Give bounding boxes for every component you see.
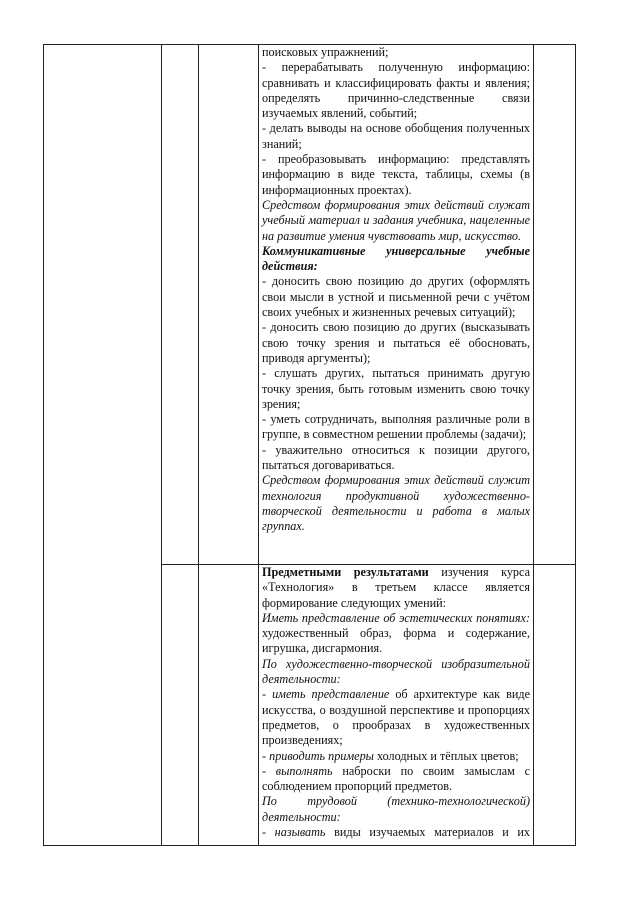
paragraph-search-exercises: поисковых упражнений; xyxy=(262,45,389,59)
paragraph-name-materials xyxy=(262,825,530,840)
paragraph-architecture xyxy=(262,687,530,748)
paragraph-listen-others: - слушать других, пытаться принимать другую точку зрения, быть готовым изменить свою точку зрения; xyxy=(262,366,530,411)
subject-results-text: изучения курса «Технология» в третьем классе является формирование следующих умений: xyxy=(262,565,530,610)
paragraph-sketches xyxy=(262,764,530,795)
heading-communicative-actions: Коммуникативные универсальные учебные действия: xyxy=(262,243,530,274)
paragraph-means-of-formation-2: Средством формирования этих действий служит технология продуктивной художественно-творческой деятельности и работа в малых группах. xyxy=(262,473,530,534)
subject-results-cell xyxy=(262,565,530,840)
heading-labor-activity: По трудовой (технико-технологической) деятельности: xyxy=(262,794,530,824)
sketches-text: наброски по своим замыслам с соблюдением пропорций предметов. xyxy=(262,763,530,794)
paragraph-convey-position-2: - доносить свою позицию до других (высказывать свою точку зрения и пытаться её обосновать, приводя аргументы); xyxy=(262,320,530,365)
paragraph-process-information: - перерабатывать полученную информацию: сравнивать и классифицировать факты и явления; определять причинно-следственные связи изучаемых явлений, событий; xyxy=(262,60,530,121)
aesthetic-concepts-text: художественный образ, форма и содержание, игрушка, дисгармония. xyxy=(262,626,530,656)
paragraph-transform-information: - преобразовывать информацию: представлять информацию в виде текста, таблицы, схемы (в информационных проектах). xyxy=(262,152,530,197)
architecture-label: - иметь представление xyxy=(262,687,390,702)
sketches-label: - выполнять xyxy=(262,763,333,778)
subject-results-label: Предметными результатами xyxy=(262,565,429,579)
paragraph-means-of-formation-1: Средством формирования этих действий служат учебный материал и задания учебника, нацеленные на развитие умения чувствовать мир, искусство. xyxy=(262,197,530,243)
metasubject-results-cell xyxy=(262,45,530,535)
paragraph-cooperate: - уметь сотрудничать, выполняя различные роли в группе, в совместном решении проблемы (задачи); xyxy=(262,412,530,442)
architecture-text: об архитектуре как виде искусства, о воздушной перспективе и пропорциях предметов, о прообразах в художественных произведениях; xyxy=(262,687,530,748)
materials-label: - называть xyxy=(262,825,326,840)
paragraph-aesthetic-concepts xyxy=(262,611,530,657)
heading-art-activity: По художественно-творческой изобразительной деятельности: xyxy=(262,656,530,687)
paragraph-subject-results-intro xyxy=(262,565,530,611)
colors-label: - приводить примеры xyxy=(262,748,374,763)
colors-text: холодных и тёплых цветов; xyxy=(373,748,519,763)
materials-text: виды изучаемых материалов и их xyxy=(325,825,530,840)
paragraph-draw-conclusions: - делать выводы на основе обобщения полученных знаний; xyxy=(262,121,530,151)
paragraph-convey-position-1: - доносить свою позицию до других (оформлять свои мысли в устной и письменной речи с учётом своих учебных и жизненных речевых ситуаций); xyxy=(262,274,530,320)
paragraph-warm-cold-colors xyxy=(262,749,530,764)
paragraph-respect-others: - уважительно относиться к позиции другого, пытаться договариваться. xyxy=(262,442,530,473)
aesthetic-concepts-label: Иметь представление об эстетических понятиях: xyxy=(262,610,530,625)
